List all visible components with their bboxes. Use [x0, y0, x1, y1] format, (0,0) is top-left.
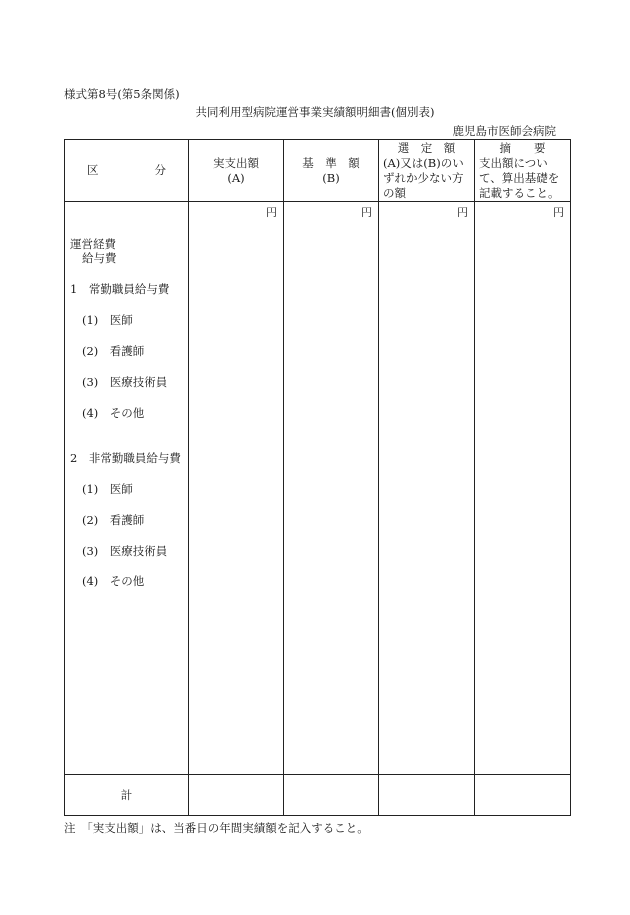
item-operating-costs: 運営経費 [70, 237, 116, 251]
item-salary: 給与費 [82, 251, 117, 265]
item-ft-other: (4) その他 [82, 406, 145, 420]
detail-table [64, 139, 571, 816]
selected-label: 選 定 額 [397, 140, 456, 155]
organization-name: 鹿児島市医師会病院 [452, 124, 556, 138]
total-standard-cell [284, 775, 379, 816]
yen-unit: 円 [361, 206, 372, 219]
actual-amount-cell [189, 202, 284, 775]
item-parttime-salary: 2 非常勤職員給与費 [70, 451, 181, 465]
standard-label: 基 準 額 [302, 155, 360, 170]
kubun-char-1: 区 [87, 163, 99, 177]
total-remarks-cell [475, 775, 571, 816]
actual-label: 実支出額 [213, 155, 259, 170]
remarks-desc-1: 支出額につい [479, 155, 548, 170]
item-fulltime-salary: 1 常勤職員給与費 [70, 282, 170, 296]
header-remarks [475, 140, 571, 202]
item-ft-technician: (3) 医療技術員 [82, 375, 168, 389]
selected-desc-1: (A)又は(B)のい [383, 155, 464, 170]
remarks-desc-3: 記載すること。 [479, 185, 560, 200]
actual-code: (A) [227, 170, 245, 185]
form-number: 様式第8号(第5条関係) [64, 87, 180, 101]
yen-unit: 円 [266, 206, 277, 219]
header-standard [284, 140, 379, 202]
item-pt-technician: (3) 医療技術員 [82, 544, 168, 558]
document-title: 共同利用型病院運営事業実績額明細書(個別表) [195, 105, 435, 119]
header-kubun [65, 140, 189, 202]
item-ft-nurse: (2) 看護師 [82, 344, 145, 358]
kubun-char-2: 分 [154, 163, 166, 177]
header-actual [189, 140, 284, 202]
total-selected-cell [379, 775, 475, 816]
footnote: 注 「実支出額」は、当番日の年間実績額を記入すること。 [64, 821, 369, 835]
selected-desc-3: の額 [383, 185, 406, 200]
header-row [65, 140, 571, 202]
total-row [65, 775, 571, 816]
standard-amount-cell [284, 202, 379, 775]
item-pt-doctor: (1) 医師 [82, 482, 133, 496]
remarks-desc-2: て、算出基礎を [479, 170, 560, 185]
yen-unit: 円 [553, 206, 564, 219]
total-label: 計 [65, 775, 189, 816]
item-ft-doctor: (1) 医師 [82, 313, 133, 327]
yen-unit: 円 [457, 206, 468, 219]
item-pt-nurse: (2) 看護師 [82, 513, 145, 527]
remarks-cell [475, 202, 571, 775]
standard-code: (B) [322, 170, 340, 185]
item-pt-other: (4) その他 [82, 574, 145, 588]
selected-desc-2: ずれか少ない方 [383, 170, 464, 185]
total-actual-cell [189, 775, 284, 816]
header-selected [379, 140, 475, 202]
remarks-label: 摘 要 [499, 140, 546, 155]
selected-amount-cell [379, 202, 475, 775]
